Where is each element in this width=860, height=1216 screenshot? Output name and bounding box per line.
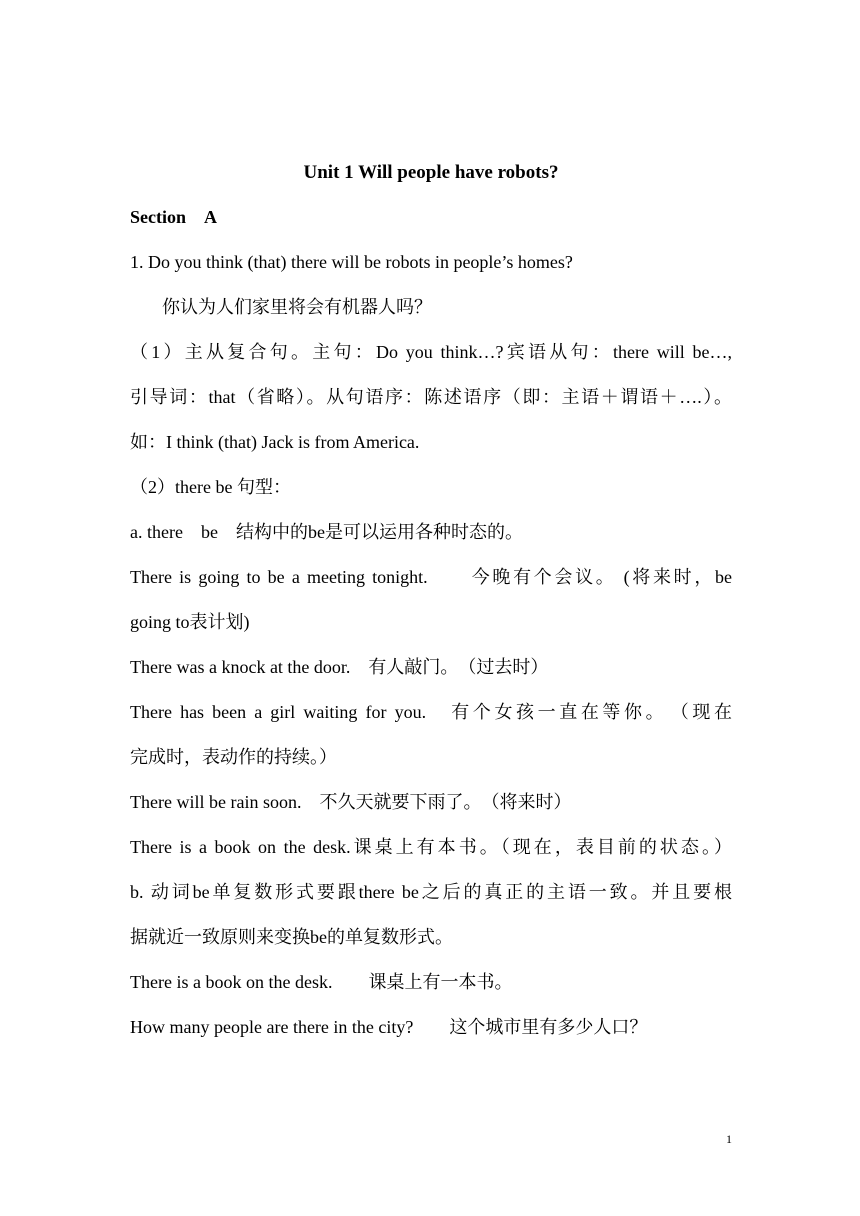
note-2-heading: （2）there be 句型：	[130, 477, 291, 497]
example-book-desk: There is a book on the desk. 课桌上有一本书。	[130, 972, 513, 992]
note-1-line-2: 引导词：that（省略）。从句语序：陈述语序（即：主语＋谓语＋….）。	[130, 387, 732, 407]
example-girl-line-2: 完成时，表动作的持续。）	[130, 747, 337, 767]
example-girl-line-1: There has been a girl waiting for you. 有个女孩一直在等你。 （现在	[130, 702, 732, 722]
rule-b-line-1: b. 动词be单复数形式要跟there be之后的真正的主语一致。并且要根	[130, 882, 732, 902]
example-knock: There was a knock at the door. 有人敲门。 （过去时）	[130, 657, 549, 677]
page-number: 1	[726, 1132, 732, 1146]
sentence-1-english: 1. Do you think (that) there will be robots in people’s homes?	[130, 252, 573, 272]
example-meeting-line-2: going to表计划)	[130, 612, 250, 632]
example-meeting-line-1: There is going to be a meeting tonight. 今晚有个会议。 (将来时，be	[130, 567, 732, 587]
document-title: Unit 1 Will people have robots?	[303, 162, 559, 183]
note-1-example: 如：I think (that) Jack is from America.	[130, 432, 420, 452]
rule-a: a. there be 结构中的be是可以运用各种时态的。	[130, 522, 523, 542]
example-book-present: There is a book on the desk.课桌上有本书。（现在，表目前的状态。）	[130, 837, 732, 857]
example-city-people: How many people are there in the city? 这个城市里有多少人口？	[130, 1017, 648, 1037]
rule-b-line-2: 据就近一致原则来变换be的单复数形式。	[130, 927, 453, 947]
document-body	[130, 150, 732, 1050]
note-1-line-1: （1）主从复合句。主句：Do you think…?宾语从句：there will be…,	[130, 342, 732, 362]
example-rain: There will be rain soon. 不久天就要下雨了。 （将来时）	[130, 792, 572, 812]
sentence-1-translation: 你认为人们家里将会有机器人吗？	[162, 297, 432, 317]
section-heading: Section A	[130, 207, 217, 227]
